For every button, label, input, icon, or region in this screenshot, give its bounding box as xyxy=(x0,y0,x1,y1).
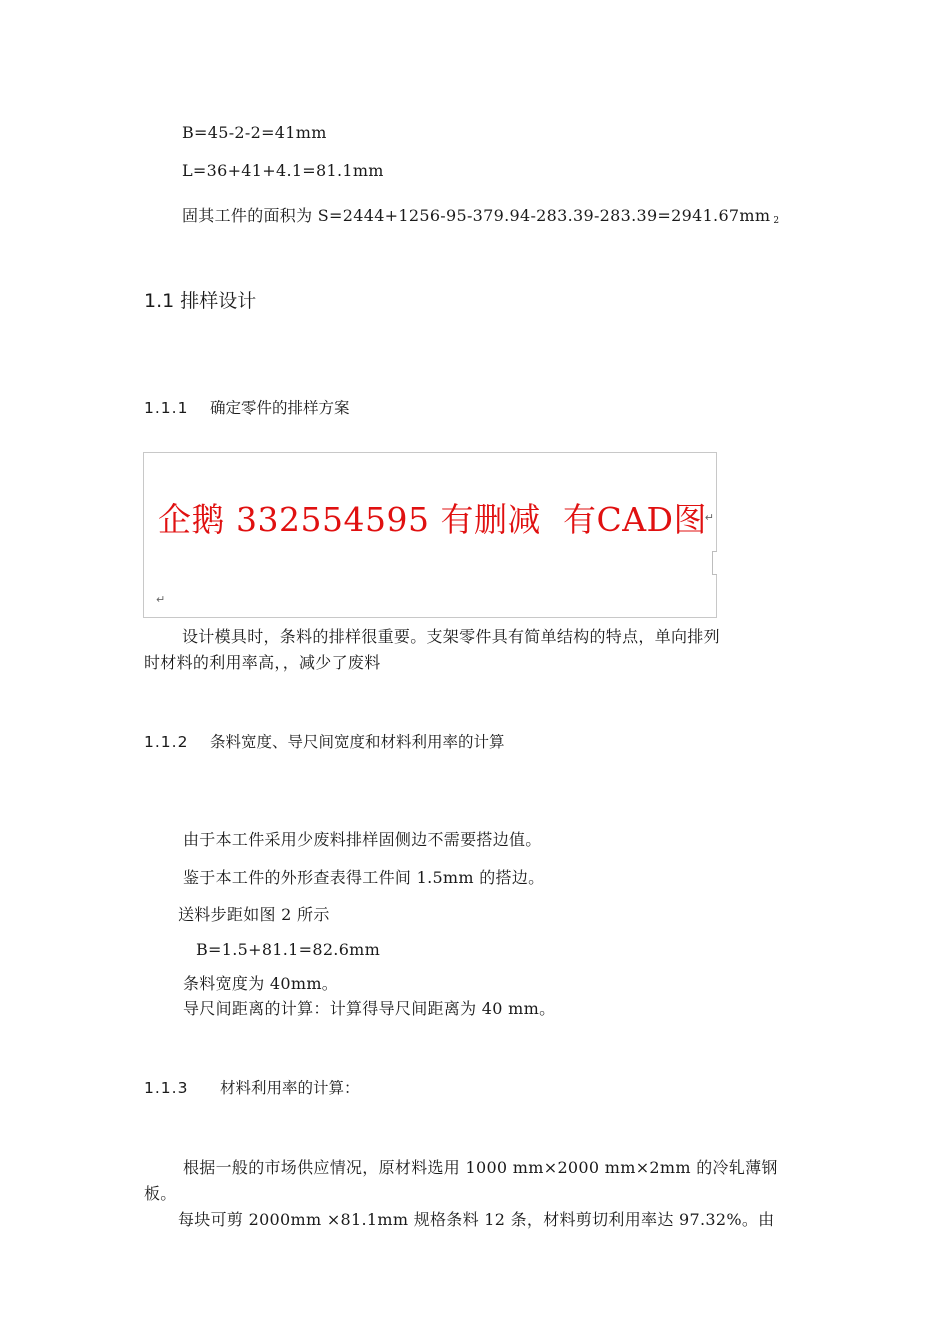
formula-step: B=1.5+81.1=82.6mm xyxy=(196,940,381,959)
section-heading-1-1: 1.1 排样设计 xyxy=(144,290,257,312)
figure-edge-handle xyxy=(712,551,717,575)
section-number: 1.1.3 xyxy=(144,1079,189,1097)
paragraph-line: 板。 xyxy=(144,1184,177,1203)
paragraph-return-mark: ↵ xyxy=(156,593,166,606)
area-formula-text: 固其工件的面积为 S=2444+1256-95-379.94-283.39-283.39=2941.67mm xyxy=(182,206,771,225)
paragraph-line: 根据一般的市场供应情况，原材料选用 1000 mm×2000 mm×2mm 的冷轧薄钢 xyxy=(183,1158,778,1177)
section-title: 材料利用率的计算： xyxy=(220,1079,360,1097)
layout-figure xyxy=(143,452,717,618)
paragraph-line: 由于本工件采用少废料排样固侧边不需要搭边值。 xyxy=(183,830,542,849)
section-number: 1.1.2 xyxy=(144,733,189,751)
paragraph-line: 鉴于本工件的外形查表得工件间 1.5mm 的搭边。 xyxy=(183,868,545,887)
paragraph-line: 导尺间距离的计算：计算得导尺间距离为 40 mm。 xyxy=(183,999,556,1018)
section-heading-1-1-3 xyxy=(144,1076,360,1098)
watermark-part-1: 企鹅 332554595 有删减 xyxy=(158,500,541,539)
formula-l: L=36+41+4.1=81.1mm xyxy=(182,161,384,180)
area-formula xyxy=(182,203,779,226)
watermark-text xyxy=(158,494,707,541)
paragraph-line: 设计模具时，条料的排样很重要。支架零件具有简单结构的特点，单向排列 xyxy=(182,627,720,646)
section-title: 确定零件的排样方案 xyxy=(210,399,350,417)
area-formula-superscript: 2 xyxy=(773,216,780,226)
paragraph-return-icon: ↵ xyxy=(704,511,714,524)
formula-b: B=45-2-2=41mm xyxy=(182,123,327,142)
paragraph-line: 每块可剪 2000mm ×81.1mm 规格条料 12 条，材料剪切利用率达 97.32%。由 xyxy=(178,1210,775,1229)
paragraph-line: 送料步距如图 2 所示 xyxy=(178,905,330,924)
paragraph-line: 时材料的利用率高，，减少了废料 xyxy=(144,653,381,672)
section-number: 1.1.1 xyxy=(144,399,189,417)
section-heading-1-1-2 xyxy=(144,730,505,752)
paragraph-line: 条料宽度为 40mm。 xyxy=(183,974,339,993)
watermark-part-2: 有CAD图 xyxy=(562,500,707,539)
section-heading-1-1-1 xyxy=(144,396,350,418)
section-title: 条料宽度、导尺间宽度和材料利用率的计算 xyxy=(210,733,505,751)
